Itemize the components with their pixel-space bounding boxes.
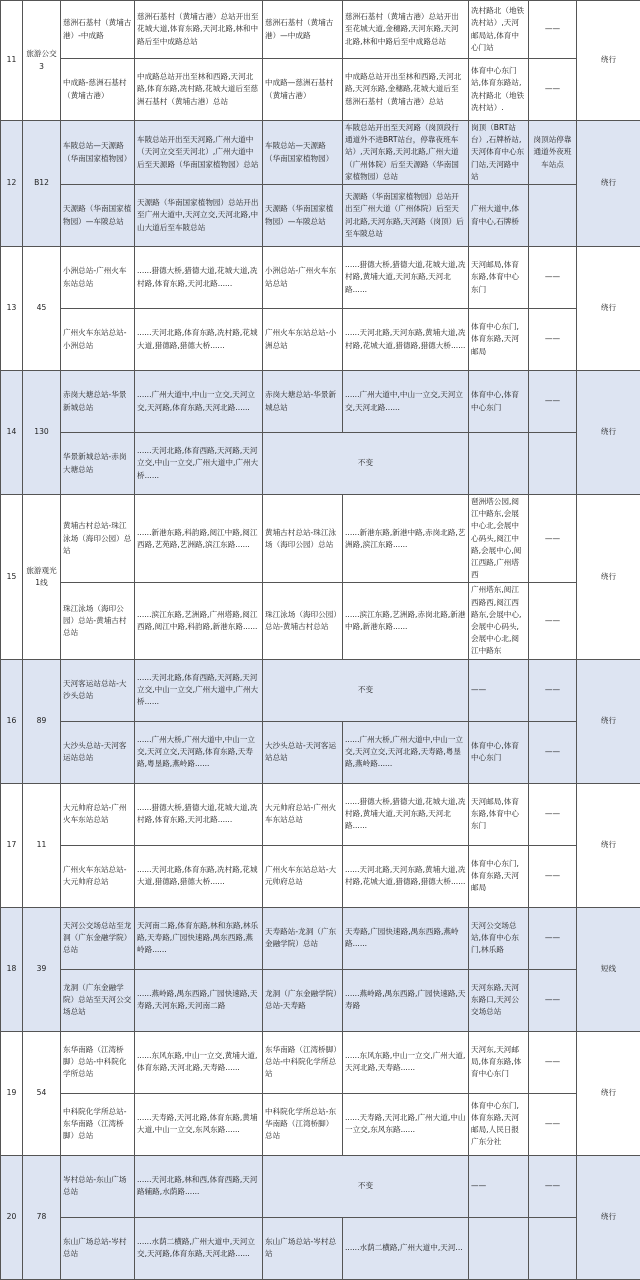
original-direction: 华景新城总站-赤岗大塘总站 [61, 433, 135, 495]
original-routing: ......新港东路,科韵路,阅江中路,阅江西路,艺苑路,艺洲路,滨江东路...... [135, 495, 263, 583]
extra-note: 岗顶站停靠通道外夜班车站点 [529, 121, 577, 185]
extra-note: —— [529, 721, 577, 783]
extra-note: —— [529, 309, 577, 371]
new-direction: 东山广场总站-岑村总站 [263, 1217, 343, 1279]
original-routing: 中成路总站开出至林和西路,天河北路,体育东路,冼村路,花城大道后至慈洲石基村（黄埔古港）总站 [135, 59, 263, 121]
cancelled-stops: 天河公交场总站,体育中心东门,林乐路 [469, 907, 529, 969]
new-routing: 天寿路,广园快速路,禺东西路,燕岭路...... [343, 907, 469, 969]
original-direction: 东山广场总站-岑村总站 [61, 1217, 135, 1279]
table-row [1, 1031, 640, 1093]
table-row [1, 783, 640, 845]
new-direction: 广州火车东站总站-小洲总站 [263, 309, 343, 371]
new-routing-unchanged: 不变 [263, 1155, 469, 1217]
row-number: 11 [1, 1, 23, 121]
route-name: 11 [23, 783, 61, 907]
original-routing: ......燕岭路,禺东西路,广园快速路,天寿路,天河东路,天河南二路 [135, 969, 263, 1031]
table-row [1, 59, 640, 121]
adjustment-type: 绕行 [577, 121, 640, 247]
table-row [1, 1155, 640, 1217]
original-routing: ......滨江东路,艺洲路,广州塔路,阅江西路,阅江中路,科韵路,新港东路...... [135, 583, 263, 659]
cancelled-stops [469, 433, 529, 495]
cancelled-stops: 冼村路北（地铁冼村站）,天河邮局站,体育中心门站 [469, 1, 529, 59]
table-row [1, 721, 640, 783]
adjustment-type: 绕行 [577, 783, 640, 907]
original-direction: 中成路-慈洲石基村（黄埔古港） [61, 59, 135, 121]
cancelled-stops: 天河邮局,体育东路,体育中心东门 [469, 783, 529, 845]
extra-note: —— [529, 371, 577, 433]
extra-note: —— [529, 247, 577, 309]
cancelled-stops [469, 1217, 529, 1279]
original-routing: ......猎德大桥,猎德大道,花城大道,冼村路,体育东路,天河北路...... [135, 783, 263, 845]
table-row [1, 247, 640, 309]
new-direction: 天源路（华南国家植物园）—车陂总站 [263, 185, 343, 247]
new-direction: 小洲总站-广州火车东站总站 [263, 247, 343, 309]
new-direction: 广州火车东站总站-大元帅府总站 [263, 845, 343, 907]
row-number: 17 [1, 783, 23, 907]
extra-note: —— [529, 59, 577, 121]
adjustment-type: 绕行 [577, 1155, 640, 1279]
original-direction: 天河公交场总站至龙洞（广东金融学院）总站 [61, 907, 135, 969]
new-routing: 车陂总站开出至天河路（岗顶段行通道外不进BRT站台，停靠夜班车站）,天河东路,天河北路,广州大道（广州体院）后至天源路（华南国家植物园）总站 [343, 121, 469, 185]
new-routing: ......燕岭路,禺东西路,广园快速路,天寿路 [343, 969, 469, 1031]
extra-note [529, 185, 577, 247]
original-routing: ......天河北路,体育西路,天河路,天河立交,中山一立交,广州大道中,广州大桥...... [135, 659, 263, 721]
route-name: 旅游观光1线 [23, 495, 61, 660]
new-routing: 慈洲石基村（黄埔古港）总站开出至花城大道,金穗路,天河东路,天河北路,林和中路后至中成路总站 [343, 1, 469, 59]
table-row [1, 659, 640, 721]
row-number: 14 [1, 371, 23, 495]
new-routing: ......天寿路,天河北路,广州大道,中山一立交,东风东路...... [343, 1093, 469, 1155]
extra-note: —— [529, 1093, 577, 1155]
cancelled-stops: 体育中心东门,体育东路,天河邮局 [469, 845, 529, 907]
new-routing: ......新港东路,新港中路,赤岗北路,艺洲路,滨江东路...... [343, 495, 469, 583]
original-routing: ......天河北路,林和西,体育西路,天河路辅路,水荫路...... [135, 1155, 263, 1217]
adjustment-type: 绕行 [577, 495, 640, 660]
original-routing: ......天河北路,体育西路,天河路,天河立交,中山一立交,广州大道中,广州大桥...... [135, 433, 263, 495]
cancelled-stops: 天河东路,天河东路口,天河公交场总站 [469, 969, 529, 1031]
extra-note [529, 433, 577, 495]
row-number: 13 [1, 247, 23, 371]
table-row [1, 371, 640, 433]
original-direction: 天河客运站总站-大沙头总站 [61, 659, 135, 721]
original-direction: 广州火车东站总站-小洲总站 [61, 309, 135, 371]
original-routing: 慈洲石基村（黄埔古港）总站开出至花城大道,体育东路,天河北路,林和中路后至中成路总站 [135, 1, 263, 59]
new-routing: ......广州大道中,中山一立交,天河立交,天河北路...... [343, 371, 469, 433]
original-routing: ......广州大道中,中山一立交,天河立交,天河路,体育东路,天河北路...... [135, 371, 263, 433]
original-routing: ......广州大桥,广州大道中,中山一立交,天河立交,天河路,体育东路,天寿路,粤垦路,燕岭路...... [135, 721, 263, 783]
adjustment-type: 绕行 [577, 247, 640, 371]
cancelled-stops: 体育中心东门站,体育东路站,冼村路北（地铁冼村站）. [469, 59, 529, 121]
extra-note: —— [529, 907, 577, 969]
new-routing: ......滨江东路,艺洲路,赤岗北路,新港中路,新港东路...... [343, 583, 469, 659]
extra-note: —— [529, 1, 577, 59]
new-routing: ......东风东路,中山一立交,广州大道,天河北路,天寿路...... [343, 1031, 469, 1093]
new-direction: 赤岗大塘总站-华景新城总站 [263, 371, 343, 433]
route-name: 45 [23, 247, 61, 371]
cancelled-stops: 体育中心东门,体育东路,天河邮局,人民日报广东分社 [469, 1093, 529, 1155]
new-routing-unchanged: 不变 [263, 659, 469, 721]
original-routing: ......水荫二横路,广州大道中,天河立交,天河路,体育东路,天河北路...... [135, 1217, 263, 1279]
original-direction: 广州火车东站总站-大元帅府总站 [61, 845, 135, 907]
new-routing: 中成路总站开出至林和西路,天河北路,天河东路,金穗路,花城大道后至慈洲石基村（黄埔古港）总站 [343, 59, 469, 121]
original-routing: ......天寿路,天河北路,体育东路,黄埔大道,中山一立交,东风东路...... [135, 1093, 263, 1155]
new-direction: 珠江泳场（海印公园）总站-黄埔古村总站 [263, 583, 343, 659]
original-direction: 小洲总站-广州火车东站总站 [61, 247, 135, 309]
new-routing-unchanged: 不变 [263, 433, 469, 495]
adjustment-type: 绕行 [577, 1031, 640, 1155]
route-name: 89 [23, 659, 61, 783]
table-row [1, 1, 640, 59]
new-routing: ......天河北路,天河东路,黄埔大道,冼村路,花城大道,猎德路,猎德大桥...... [343, 309, 469, 371]
original-direction: 东华南路（江湾桥脚）总站-中科院化学所总站 [61, 1031, 135, 1093]
new-direction: 慈洲石基村（黄埔古港）—中成路 [263, 1, 343, 59]
original-routing: ......天河北路,体育东路,冼村路,花城大道,猎德路,猎德大桥...... [135, 309, 263, 371]
new-direction: 车陂总站—天源路（华南国家植物园） [263, 121, 343, 185]
new-routing: ......猎德大桥,猎德大道,花城大道,冼村路,黄埔大道,天河东路,天河北路...... [343, 247, 469, 309]
original-direction: 大沙头总站-天河客运站总站 [61, 721, 135, 783]
cancelled-stops: —— [469, 1155, 529, 1217]
original-routing: 天河南二路,体育东路,林和东路,林乐路,天寿路,广园快速路,禺东西路,燕岭路...... [135, 907, 263, 969]
extra-note: —— [529, 845, 577, 907]
original-direction: 天源路（华南国家植物园）—车陂总站 [61, 185, 135, 247]
row-number: 16 [1, 659, 23, 783]
new-routing: ......猎德大桥,猎德大道,花城大道,冼村路,黄埔大道,天河东路,天河北路...... [343, 783, 469, 845]
table-row [1, 845, 640, 907]
cancelled-stops: 广州大道中,体育中心,石牌桥 [469, 185, 529, 247]
table-row [1, 121, 640, 185]
original-direction: 中科院化学所总站-东华南路（江湾桥脚）总站 [61, 1093, 135, 1155]
new-direction: 天寿路站-龙洞（广东金融学院）总站 [263, 907, 343, 969]
cancelled-stops: 体育中心,体育中心东门 [469, 721, 529, 783]
original-direction: 龙洞（广东金融学院）总站至天河公交场总站 [61, 969, 135, 1031]
new-direction: 黄埔古村总站-珠江泳场（海印公园）总站 [263, 495, 343, 583]
extra-note: —— [529, 659, 577, 721]
original-direction: 赤岗大塘总站-华景新城总站 [61, 371, 135, 433]
route-name: B12 [23, 121, 61, 247]
route-name: 130 [23, 371, 61, 495]
row-number: 12 [1, 121, 23, 247]
route-name: 54 [23, 1031, 61, 1155]
new-direction: 东华南路（江湾桥脚）总站-中科院化学所总站 [263, 1031, 343, 1093]
cancelled-stops: 天河东,天河邮局,体育东路,体育中心东门 [469, 1031, 529, 1093]
extra-note: —— [529, 969, 577, 1031]
new-routing: ......水荫二横路,广州大道中,天河... [343, 1217, 469, 1279]
adjustment-type: 绕行 [577, 659, 640, 783]
table-row [1, 907, 640, 969]
original-routing: 车陂总站开出至天河路,广州大道中（天河立交至天河北）,广州大道中后至天源路（华南国家植物园）总站 [135, 121, 263, 185]
row-number: 19 [1, 1031, 23, 1155]
row-number: 18 [1, 907, 23, 1031]
new-direction: 中科院化学所总站-东华南路（江湾桥脚）总站 [263, 1093, 343, 1155]
table-row [1, 1093, 640, 1155]
adjustment-type: 短线 [577, 907, 640, 1031]
cancelled-stops: 琶洲塔公园,阅江中路东,会展中心北,会展中心码头,阅江中路,会展中心,阅江西路,广州塔西 [469, 495, 529, 583]
adjustment-type: 绕行 [577, 371, 640, 495]
new-direction: 中成路—慈洲石基村（黄埔古港） [263, 59, 343, 121]
original-direction: 慈洲石基村（黄埔古港）-中成路 [61, 1, 135, 59]
new-routing: 天源路（华南国家植物园）总站开出至广州大道（广州体院）后至天河北路,天河东路,天河路（岗顶）后至车陂总站 [343, 185, 469, 247]
extra-note: —— [529, 1031, 577, 1093]
original-routing: ......天河北路,体育东路,冼村路,花城大道,猎德路,猎德大桥...... [135, 845, 263, 907]
route-name: 旅游公交3 [23, 1, 61, 121]
original-direction: 岑村总站-东山广场总站 [61, 1155, 135, 1217]
new-routing: ......天河北路,天河东路,黄埔大道,冼村路,花城大道,猎德路,猎德大桥...... [343, 845, 469, 907]
table-row [1, 1217, 640, 1279]
original-direction: 大元帅府总站-广州火车东站总站 [61, 783, 135, 845]
table-row [1, 969, 640, 1031]
extra-note: —— [529, 783, 577, 845]
new-direction: 大沙头总站-天河客运站总站 [263, 721, 343, 783]
original-routing: ......东风东路,中山一立交,黄埔大道,体育东路,天河北路,天寿路...... [135, 1031, 263, 1093]
extra-note: —— [529, 1155, 577, 1217]
table-row [1, 495, 640, 583]
original-direction: 黄埔古村总站-珠江泳场（海印公园）总站 [61, 495, 135, 583]
extra-note: —— [529, 495, 577, 583]
cancelled-stops: 岗顶（BRT站台）,石牌桥站,天河体育中心东门站,天河路中站 [469, 121, 529, 185]
original-routing: 天源路（华南国家植物园）总站开出至广州大道中,天河立交,天河北路,中山大道后至车陂总站 [135, 185, 263, 247]
cancelled-stops: —— [469, 659, 529, 721]
original-direction: 珠江泳场（海印公园）总站-黄埔古村总站 [61, 583, 135, 659]
original-routing: ......猎德大桥,猎德大道,花城大道,冼村路,体育东路,天河北路...... [135, 247, 263, 309]
extra-note [529, 1217, 577, 1279]
route-name: 39 [23, 907, 61, 1031]
table-row [1, 185, 640, 247]
table-row [1, 309, 640, 371]
extra-note: —— [529, 583, 577, 659]
adjustment-type: 绕行 [577, 1, 640, 121]
cancelled-stops: 体育中心,体育中心东门 [469, 371, 529, 433]
original-direction: 车陂总站—天源路（华南国家植物园） [61, 121, 135, 185]
new-direction: 大元帅府总站-广州火车东站总站 [263, 783, 343, 845]
cancelled-stops: 广州塔东,阅江西路西,阅江西路东,会展中心,会展中心码头,会展中心北,阅江中路东 [469, 583, 529, 659]
table-row [1, 433, 640, 495]
cancelled-stops: 天河邮局,体育东路,体育中心东门 [469, 247, 529, 309]
route-name: 78 [23, 1155, 61, 1279]
table-row [1, 583, 640, 659]
new-routing: ......广州大桥,广州大道中,中山一立交,天河立交,天河北路,天寿路,粤垦路,燕岭路...... [343, 721, 469, 783]
new-direction: 龙洞（广东金融学院）总站-天寿路 [263, 969, 343, 1031]
cancelled-stops: 体育中心东门,体育东路,天河邮局 [469, 309, 529, 371]
row-number: 20 [1, 1155, 23, 1279]
row-number: 15 [1, 495, 23, 660]
